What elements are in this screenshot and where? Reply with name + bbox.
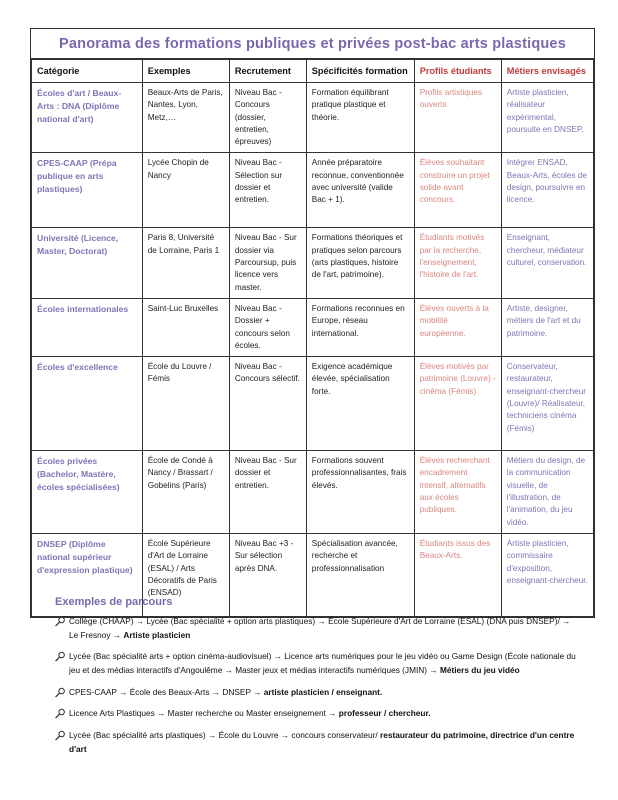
cell-exemples: Beaux-Arts de Paris, Nantes, Lyon, Metz,…: [142, 83, 229, 153]
parcours-item: [55, 650, 577, 677]
cell-recrutement: Niveau Bac - Concours sélectif.: [229, 357, 306, 451]
magnifier-icon: [55, 687, 66, 698]
cell-profils: Élèves ouverts à la mobilité européenne.: [414, 298, 501, 356]
table-body: [32, 83, 594, 617]
cell-recrutement: Niveau Bac - Sélection sur dossier et entretien.: [229, 153, 306, 228]
column-header-categorie: Catégorie: [32, 60, 143, 83]
parcours-path: Lycée (Bac spécialité arts + option cinéma-audiovisuel) → Licence arts numériques pour le jeu vidéo ou Game Design (École nationale du jeu et des médias interactifs d'Angoulême → Master jeux et médias interactifs numériques (JMIN) →: [69, 651, 576, 676]
column-header-specificites-formation: Spécificités formation: [306, 60, 414, 83]
parcours-outcome: artiste plasticien / enseignant.: [263, 686, 383, 697]
cell-specificites: Année préparatoire reconnue, conventionnée avec université (valide Bac + 1).: [306, 153, 414, 228]
cell-specificites: Formation équilibrant pratique plastique et théorie.: [306, 83, 414, 153]
cell-recrutement: Niveau Bac - Concours (dossier, entretien, épreuves): [229, 83, 306, 153]
magnifier-icon: [55, 708, 66, 719]
cell-metiers: Conservateur, restaurateur, enseignant-chercheur (Louvre)/ Réalisateur, techniciens cinéma (Fémis): [501, 357, 593, 451]
column-header-exemples: Exemples: [142, 60, 229, 83]
cell-categorie: Écoles d'art / Beaux-Arts : DNA (Diplôme national d'art): [32, 83, 143, 153]
table-row: [32, 153, 594, 228]
cell-recrutement: Niveau Bac - Sur dossier et entretien.: [229, 451, 306, 534]
cell-categorie: Université (Licence, Master, Doctorat): [32, 228, 143, 298]
cell-categorie: Écoles internationales: [32, 298, 143, 356]
column-header-recrutement: Recrutement: [229, 60, 306, 83]
cell-metiers: Métiers du design, de la communication visuelle, de l'illustration, de l'animation, du jeu vidéo.: [501, 451, 593, 534]
parcours-path: Collège (CHAAP) → Lycée (Bac spécialité + option arts plastiques) → École Supérieure d'Art de Lorraine (ESAL) (DNA puis DNSEP)/ → Le Fresnoy →: [69, 616, 571, 640]
parcours-item: [55, 707, 577, 721]
cell-categorie: DNSEP (Diplôme national supérieur d'expression plastique): [32, 533, 143, 616]
parcours-section: [55, 596, 577, 765]
cell-profils: Étudiants issus des Beaux-Arts.: [414, 533, 501, 616]
parcours-heading: Exemples de parcours: [55, 596, 173, 608]
cell-metiers: Intégrer ENSAD, Beaux-Arts, écoles de design, poursuivre en licence.: [501, 153, 593, 228]
column-header-profils-etudiants: Profils étudiants: [414, 60, 501, 83]
cell-specificites: Exigence académique élevée, spécialisation forte.: [306, 357, 414, 451]
parcours-list: [55, 615, 577, 757]
cell-metiers: Artiste, designer, métiers de l'art et du patrimoine.: [501, 298, 593, 356]
table-row: [32, 357, 594, 451]
cell-specificites: Spécialisation avancée, recherche et professionnalisation: [306, 533, 414, 616]
table-row: [32, 83, 594, 153]
parcours-item: [55, 615, 577, 642]
cell-exemples: Paris 8, Université de Lorraine, Paris 1: [142, 228, 229, 298]
cell-exemples: École de Condé à Nancy / Brassart / Gobelins (Paris): [142, 451, 229, 534]
cell-metiers: Enseignant, chercheur, médiateur culturel, conservation.: [501, 228, 593, 298]
formations-table-panel: [30, 28, 595, 618]
parcours-path: CPES-CAAP → École des Beaux-Arts → DNSEP →: [69, 686, 264, 697]
table-row: [32, 451, 594, 534]
cell-specificites: Formations reconnues en Europe, réseau international.: [306, 298, 414, 356]
magnifier-icon: [55, 616, 66, 627]
cell-profils: Étudiants motivés par la recherche, l'enseignement, l'histoire de l'art.: [414, 228, 501, 298]
cell-categorie: CPES-CAAP (Prépa publique en arts plastiques): [32, 153, 143, 228]
cell-specificites: Formations théoriques et pratiques selon parcours (arts plastiques, histoire de l'art, patrimoine).: [306, 228, 414, 298]
cell-categorie: Écoles d'excellence: [32, 357, 143, 451]
parcours-outcome: professeur / chercheur.: [338, 708, 431, 719]
cell-profils: Élèves motivés par patrimoine (Louvre) - cinéma (Fémis): [414, 357, 501, 451]
table-row: [32, 228, 594, 298]
cell-recrutement: Niveau Bac +3 - Sur sélection après DNA.: [229, 533, 306, 616]
page-title: Panorama des formations publiques et privées post-bac arts plastiques: [31, 29, 594, 59]
cell-profils: Profils artistiques ouverts: [414, 83, 501, 153]
parcours-outcome: Artiste plasticien: [123, 629, 191, 640]
parcours-path: Licence Arts Plastiques → Master recherche ou Master enseignement →: [69, 708, 339, 719]
cell-recrutement: Niveau Bac - Sur dossier via Parcoursup, puis licence vers master.: [229, 228, 306, 298]
cell-exemples: École Supérieure d'Art de Lorraine (ESAL) / Arts Décoratifs de Paris (ENSAD): [142, 533, 229, 616]
parcours-item: [55, 729, 577, 756]
cell-recrutement: Niveau Bac - Dossier + concours selon écoles.: [229, 298, 306, 356]
parcours-item: [55, 686, 577, 700]
cell-exemples: Lycée Chopin de Nancy: [142, 153, 229, 228]
cell-exemples: Saint-Luc Bruxelles: [142, 298, 229, 356]
cell-profils: Élèves recherchant encadrement intensif, alternatifs aux écoles publiques.: [414, 451, 501, 534]
magnifier-icon: [55, 651, 66, 662]
cell-metiers: Artiste plasticien, commissaire d'exposition, enseignant-chercheur.: [501, 533, 593, 616]
cell-specificites: Formations souvent professionnalisantes, frais élevés.: [306, 451, 414, 534]
parcours-outcome: restaurateur du patrimoine, directrice d'un centre d'art: [69, 730, 575, 754]
parcours-outcome: Métiers du jeu vidéo: [439, 665, 520, 676]
magnifier-icon: [55, 730, 66, 741]
cell-metiers: Artiste plasticien, réalisateur expérimental, poursuite en DNSEP.: [501, 83, 593, 153]
cell-exemples: École du Louvre / Fémis: [142, 357, 229, 451]
table-header-row: [32, 60, 594, 83]
cell-categorie: Écoles privées (Bachelor, Mastère, écoles spécialisées): [32, 451, 143, 534]
cell-profils: Élèves souhaitant construire un projet solide avant concours.: [414, 153, 501, 228]
parcours-path: Lycée (Bac spécialité arts plastiques) → École du Louvre → concours conservateur/: [69, 730, 380, 741]
table-row: [32, 298, 594, 356]
column-header-metiers-envisages: Métiers envisagés: [501, 60, 593, 83]
formations-table: [31, 59, 594, 617]
